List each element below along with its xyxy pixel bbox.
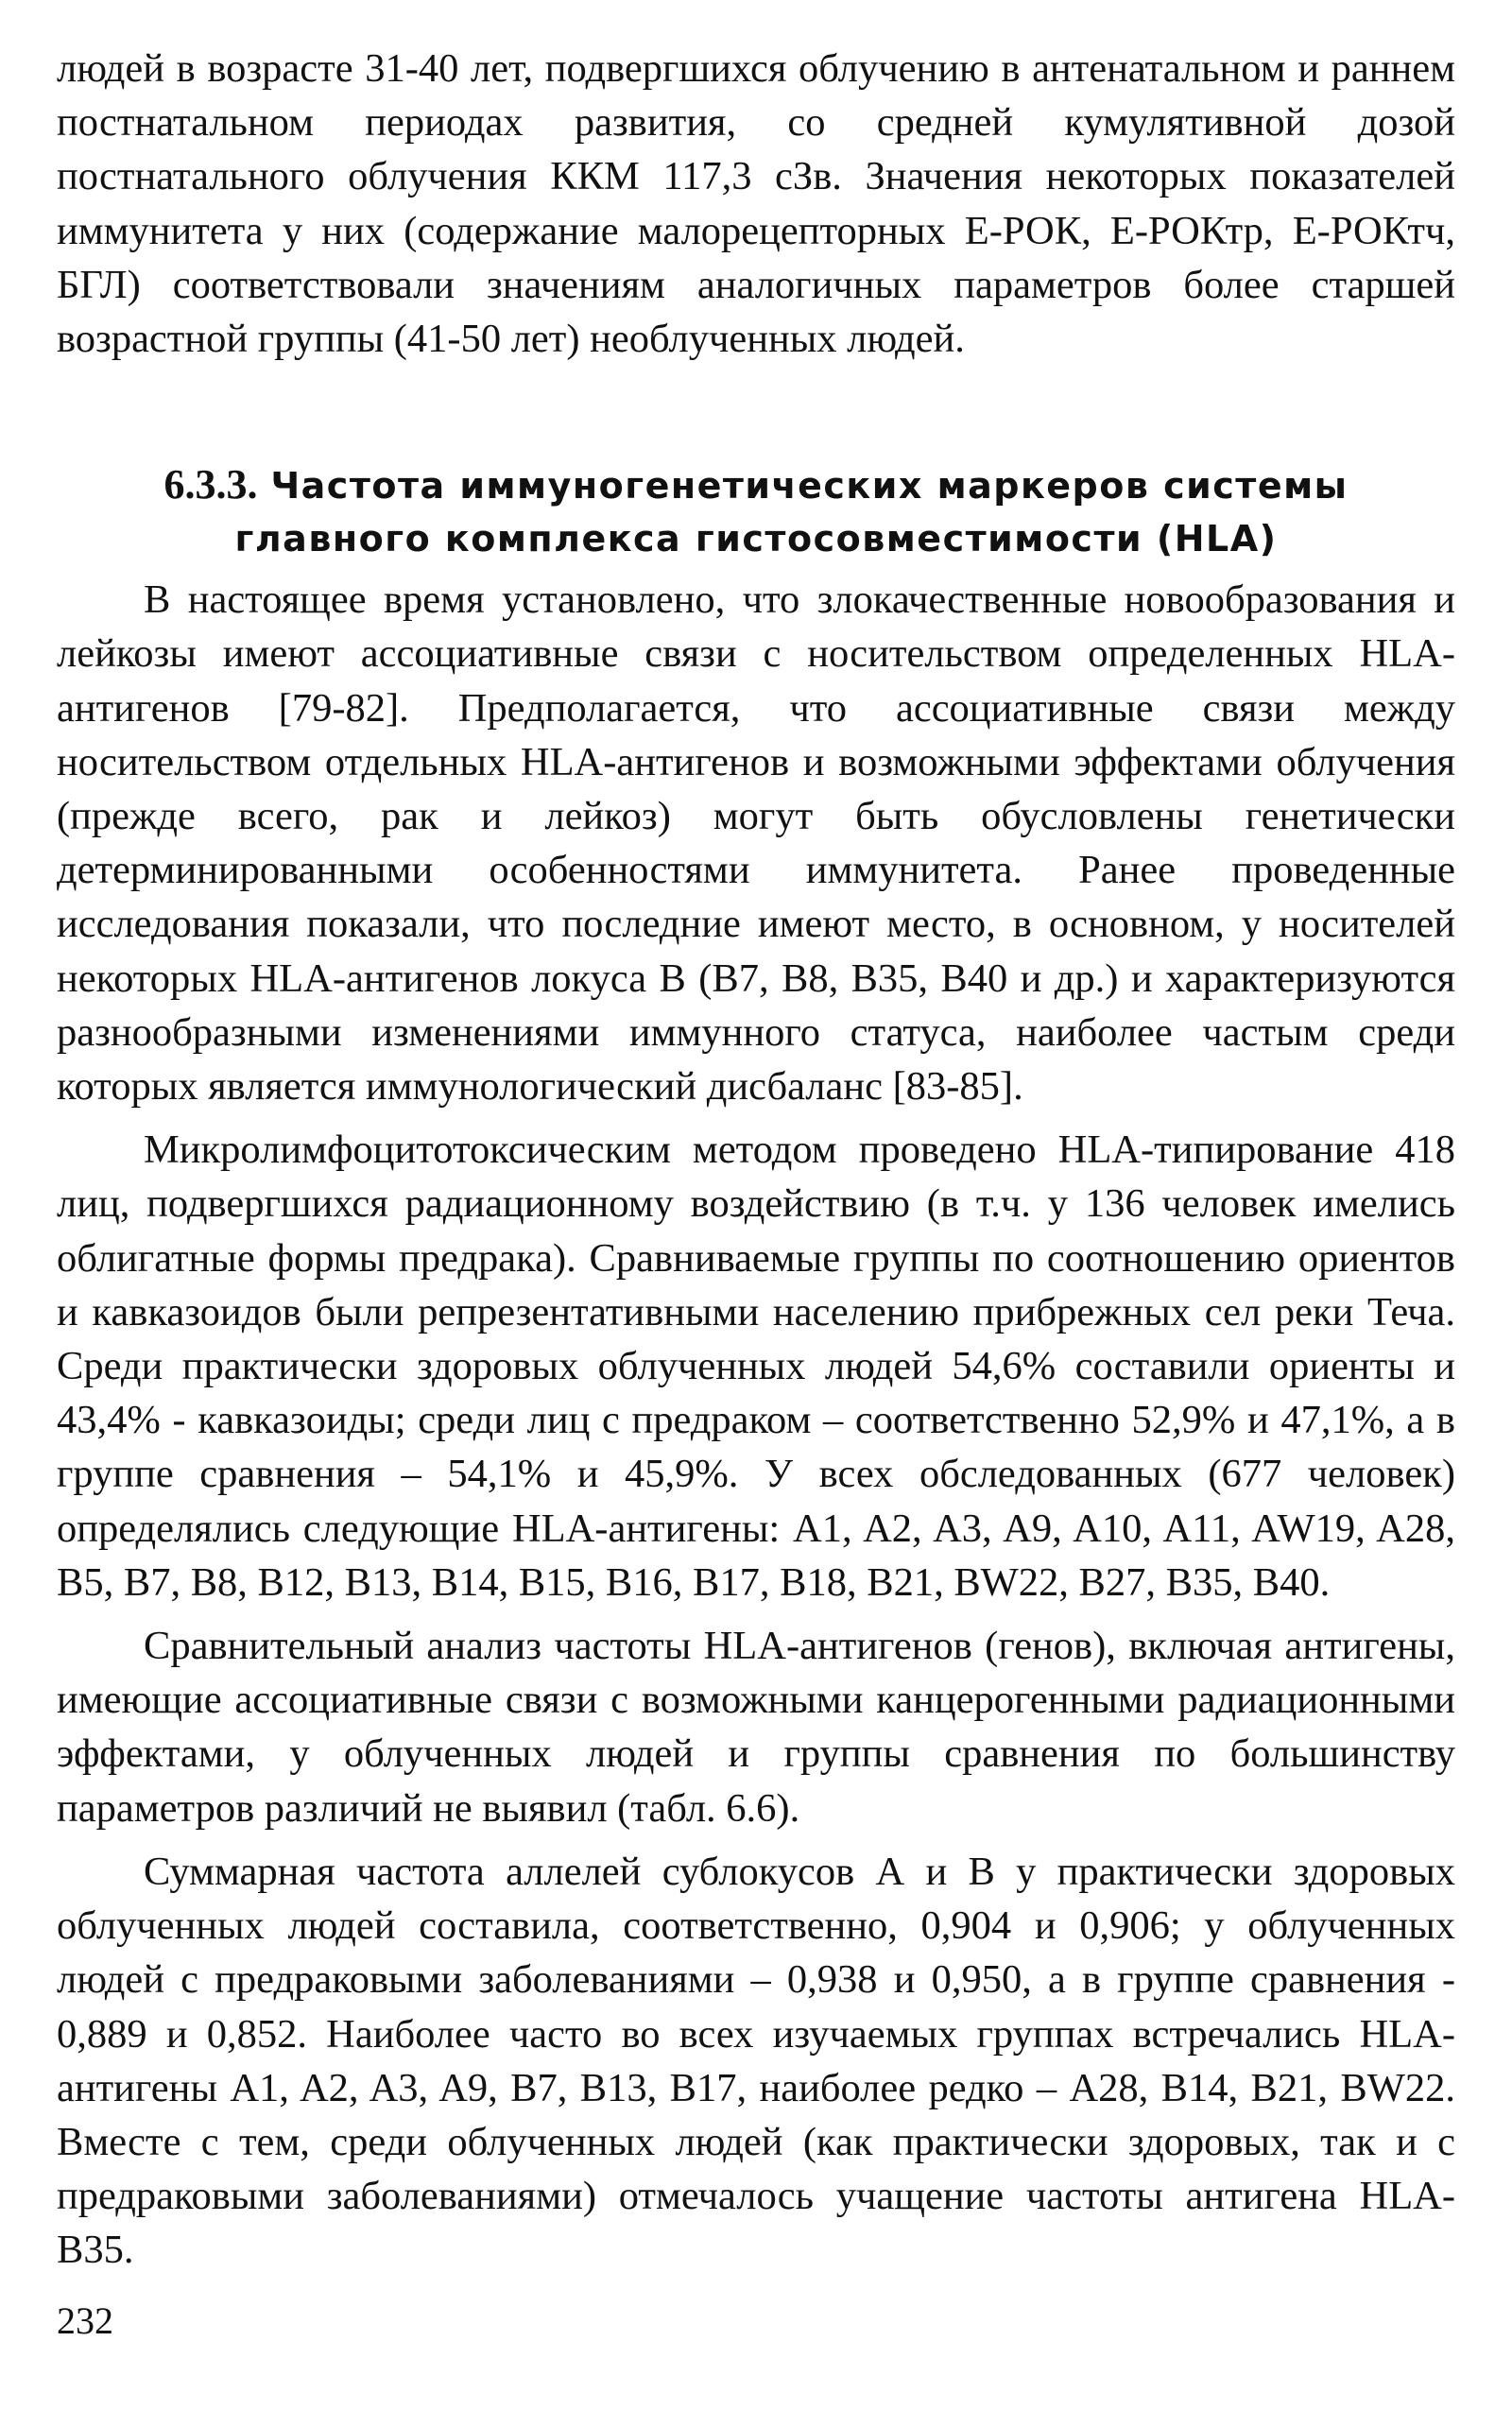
section-number: 6.3.3. bbox=[163, 461, 258, 508]
section-title-line-1: Частота иммуногенетических маркеров системы bbox=[270, 465, 1349, 508]
paragraph-hla-typing: Микролимфоцитотоксическим методом проведено HLA-типирование 418 лиц, подвергшихся радиационному воздействию (в т.ч. у 136 человек имелись облигатные формы предрака). Сравниваемые группы по соотношению ориентов и кавказоидов были репрезентативными населению прибрежных сел реки Теча. Среди практически здоровых облученных людей 54,6% составили ориенты и 43,4% - кавказоиды; среди лиц с предраком – соответственно 52,9% и 47,1%, а в группе сравнения – 54,1% и 45,9%. У всех обследованных (677 человек) определялись следующие HLA-антигены: A1, A2, A3, A9, A10, A11, AW19, A28, B5, B7, B8, B12, B13, B14, B15, B16, B17, B18, B21, BW22, B27, B35, B40. bbox=[57, 1128, 1455, 1605]
page-number: 232 bbox=[57, 2299, 113, 2342]
section-heading-line-1 bbox=[57, 458, 1455, 512]
continuation-paragraph: людей в возрасте 31-40 лет, подвергшихся облучению в антенатальном и раннем постнатальном периодах развития, со средней кумулятивной дозой постнатального облучения ККМ 117,3 сЗв. Значения некоторых показателей иммунитета у них (содержание малорецепторных Е-РОК, Е-РОКтр, Е-РОКтч, БГЛ) соответствовали значениям аналогичных параметров более старшей возрастной группы (41-50 лет) необлученных людей. bbox=[57, 46, 1455, 362]
section-heading bbox=[57, 458, 1455, 565]
page-body bbox=[57, 42, 1455, 2278]
section-title-line-2: главного комплекса гистосовместимости (HLA) bbox=[234, 518, 1278, 560]
paragraph-comparative-analysis: Сравнительный анализ частоты HLA-антигенов (генов), включая антигены, имеющие ассоциативные связи с возможными канцерогенными радиационными эффектами, у облученных людей и группы сравнения по большинству параметров различий не выявил (табл. 6.6). bbox=[57, 1624, 1455, 1831]
paragraph-hla-associations: В настоящее время установлено, что злокачественные новообразования и лейкозы имеют ассоциативные связи с носительством определенных HLA-антигенов [79-82]. Предполагается, что ассоциативные связи между носительством отдельных HLA-антигенов и возможными эффектами облучения (прежде всего, рак и лейкоз) могут быть обусловлены генетически детерминированными особенностями иммунитета. Ранее проведенные исследования показали, что последние имеют место, в основном, у носителей некоторых HLA-антигенов локуса В (В7, В8, В35, В40 и др.) и характеризуются разнообразными изменениями иммунного статуса, наиболее частым среди которых является иммунологический дисбаланс [83-85]. bbox=[57, 577, 1455, 1110]
paragraph-allele-frequency: Суммарная частота аллелей сублокусов А и В у практически здоровых облученных людей составила, соответственно, 0,904 и 0,906; у облученных людей с предраковыми заболеваниями – 0,938 и 0,950, а в группе сравнения - 0,889 и 0,852. Наиболее часто во всех изучаемых группах встречались HLA-антигены A1, A2, A3, A9, B7, B13, B17, наиболее редко – A28, B14, B21, BW22. Вместе с тем, среди облученных людей (как практически здоровых, так и с предраковыми заболеваниями) отмечалось учащение частоты антигена HLA-B35. bbox=[57, 1849, 1455, 2273]
